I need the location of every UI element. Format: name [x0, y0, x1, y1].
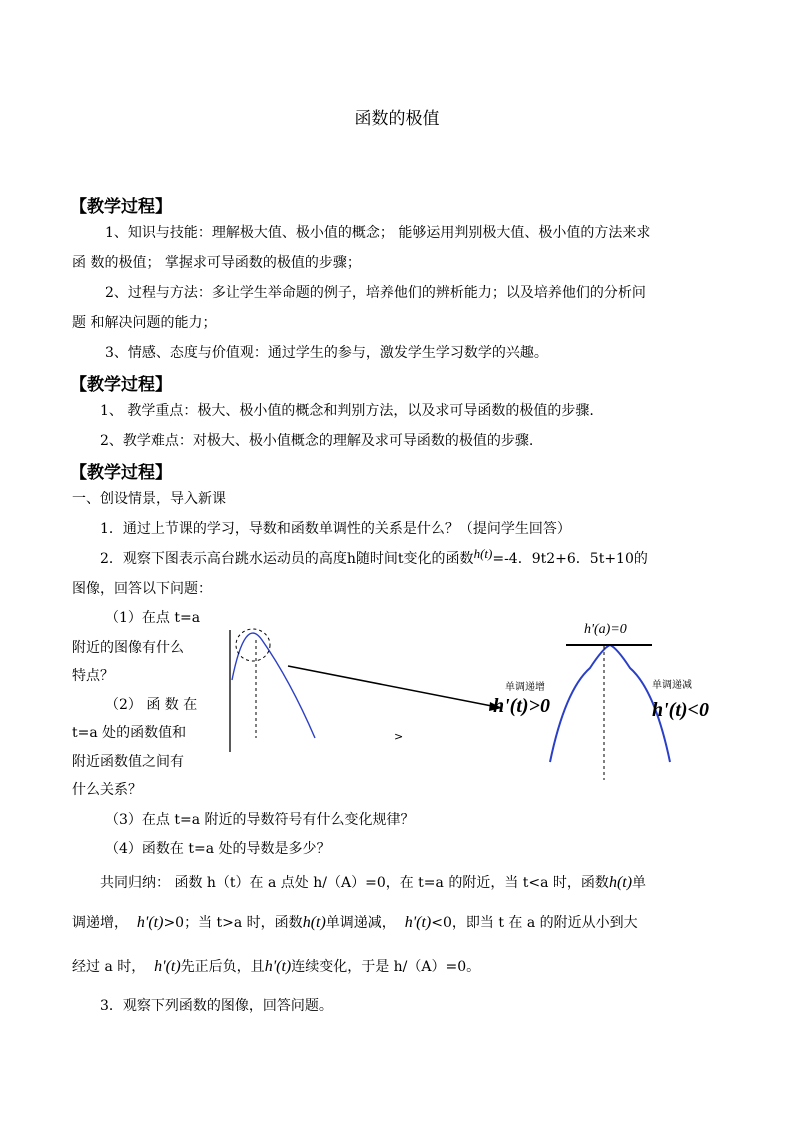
question-2-line-3: 附近函数值之间有 — [72, 754, 184, 770]
left-curve — [232, 633, 315, 738]
summary-text-3b: 先正后负，且 — [180, 959, 265, 975]
difficult-point: 2、教学难点：对极大、极小值概念的理解及求可导函数的极值的步骤. — [100, 433, 534, 449]
section-heading-1: 【教学过程】 — [70, 197, 172, 217]
objective-1-cont: 函 数的极值； 掌握求可导函数的极值的步骤； — [72, 255, 361, 271]
summary-math-h-1: h(t) — [608, 874, 633, 891]
objective-3: 3、情感、态度与价值观：通过学生的参与，激发学生学习数学的兴趣。 — [105, 345, 548, 361]
objective-1: 1、知识与技能：理解极大值、极小值的概念； 能够运用判别极大值、极小值的方法来求 — [105, 225, 651, 241]
summary-math-hp-1: h'(t) — [136, 914, 164, 931]
item-3: 3．观察下列函数的图像，回答问题。 — [100, 998, 333, 1014]
summary-text-1a: 共同归纳： 函数 h（t）在 a 点处 h/（A）=0，在 t=a 的附近，当 t<a 时，函数 — [100, 875, 609, 891]
summary-line-1 — [100, 872, 646, 892]
question-3: （3）在点 t=a 附近的导数符号有什么变化规律？ — [105, 812, 415, 828]
summary-line-2 — [72, 912, 638, 932]
positive-derivative-label: h'(t)>0 — [493, 695, 550, 717]
question-2-line-1: （2） 函 数 在 — [105, 697, 198, 713]
increasing-label: 单调递增 — [505, 682, 545, 693]
section-heading-3: 【教学过程】 — [70, 463, 172, 483]
question-2-line-2: t=a 处的函数值和 — [72, 725, 187, 741]
item-2-formula: =-4．9t2+6．5t+10的 — [492, 551, 648, 567]
arrow-mark: > — [394, 730, 404, 743]
question-1-line-2: 附近的图像有什么 — [72, 640, 184, 656]
item-2 — [100, 548, 648, 568]
summary-text-2b: >0；当 t>a 时，函数 — [163, 915, 303, 931]
summary-text-2d: <0，即当 t 在 a 的附近从小到大 — [431, 915, 638, 931]
section-heading-2: 【教学过程】 — [70, 375, 172, 395]
top-derivative-label: h'(a)=0 — [584, 622, 627, 637]
negative-derivative-label: h'(t)<0 — [652, 699, 709, 721]
objective-2-cont: 题 和解决问题的能力； — [72, 315, 217, 331]
question-4: （4）函数在 t=a 处的导数是多少？ — [105, 841, 331, 857]
arrow-line — [288, 666, 502, 708]
summary-text-2c: 单调递减， — [325, 915, 396, 931]
summary-text-3c: 连续变化，于是 h/（A）=0。 — [291, 959, 481, 975]
item-2-text: 2．观察下图表示高台跳水运动员的高度h随时间t变化的函数 — [100, 551, 474, 567]
summary-text-3a: 经过 a 时， — [72, 959, 146, 975]
question-2-line-4: 什么关系？ — [72, 782, 142, 798]
key-point: 1、 教学重点：极大、极小值的概念和判别方法，以及求可导函数的极值的步骤. — [100, 403, 594, 419]
objective-2: 2、过程与方法：多让学生举命题的例子，培养他们的辨析能力；以及培养他们的分析问 — [105, 285, 646, 301]
decreasing-label: 单调递减 — [652, 680, 692, 691]
summary-text-1b: 单 — [632, 875, 647, 891]
summary-math-hp-4: h'(t) — [264, 958, 292, 975]
summary-math-h-2: h(t) — [302, 914, 326, 931]
item-2-cont: 图像，回答以下问题： — [72, 581, 212, 597]
function-symbol: h(t) — [473, 546, 493, 561]
page-title: 函数的极值 — [354, 109, 440, 129]
summary-math-hp-3: h'(t) — [154, 958, 181, 975]
part-one-heading: 一、创设情景，导入新课 — [72, 491, 226, 507]
question-1-line-3: 特点？ — [72, 668, 114, 684]
height-graph-figure — [220, 610, 720, 790]
summary-math-hp-2: h'(t) — [404, 914, 432, 931]
summary-line-3 — [72, 956, 480, 976]
item-1: 1．通过上节课的学习，导数和函数单调性的关系是什么？（提问学生回答） — [100, 521, 571, 537]
question-1-line-1: （1）在点 t=a — [105, 610, 201, 626]
summary-text-2a: 调递增， — [72, 915, 128, 931]
